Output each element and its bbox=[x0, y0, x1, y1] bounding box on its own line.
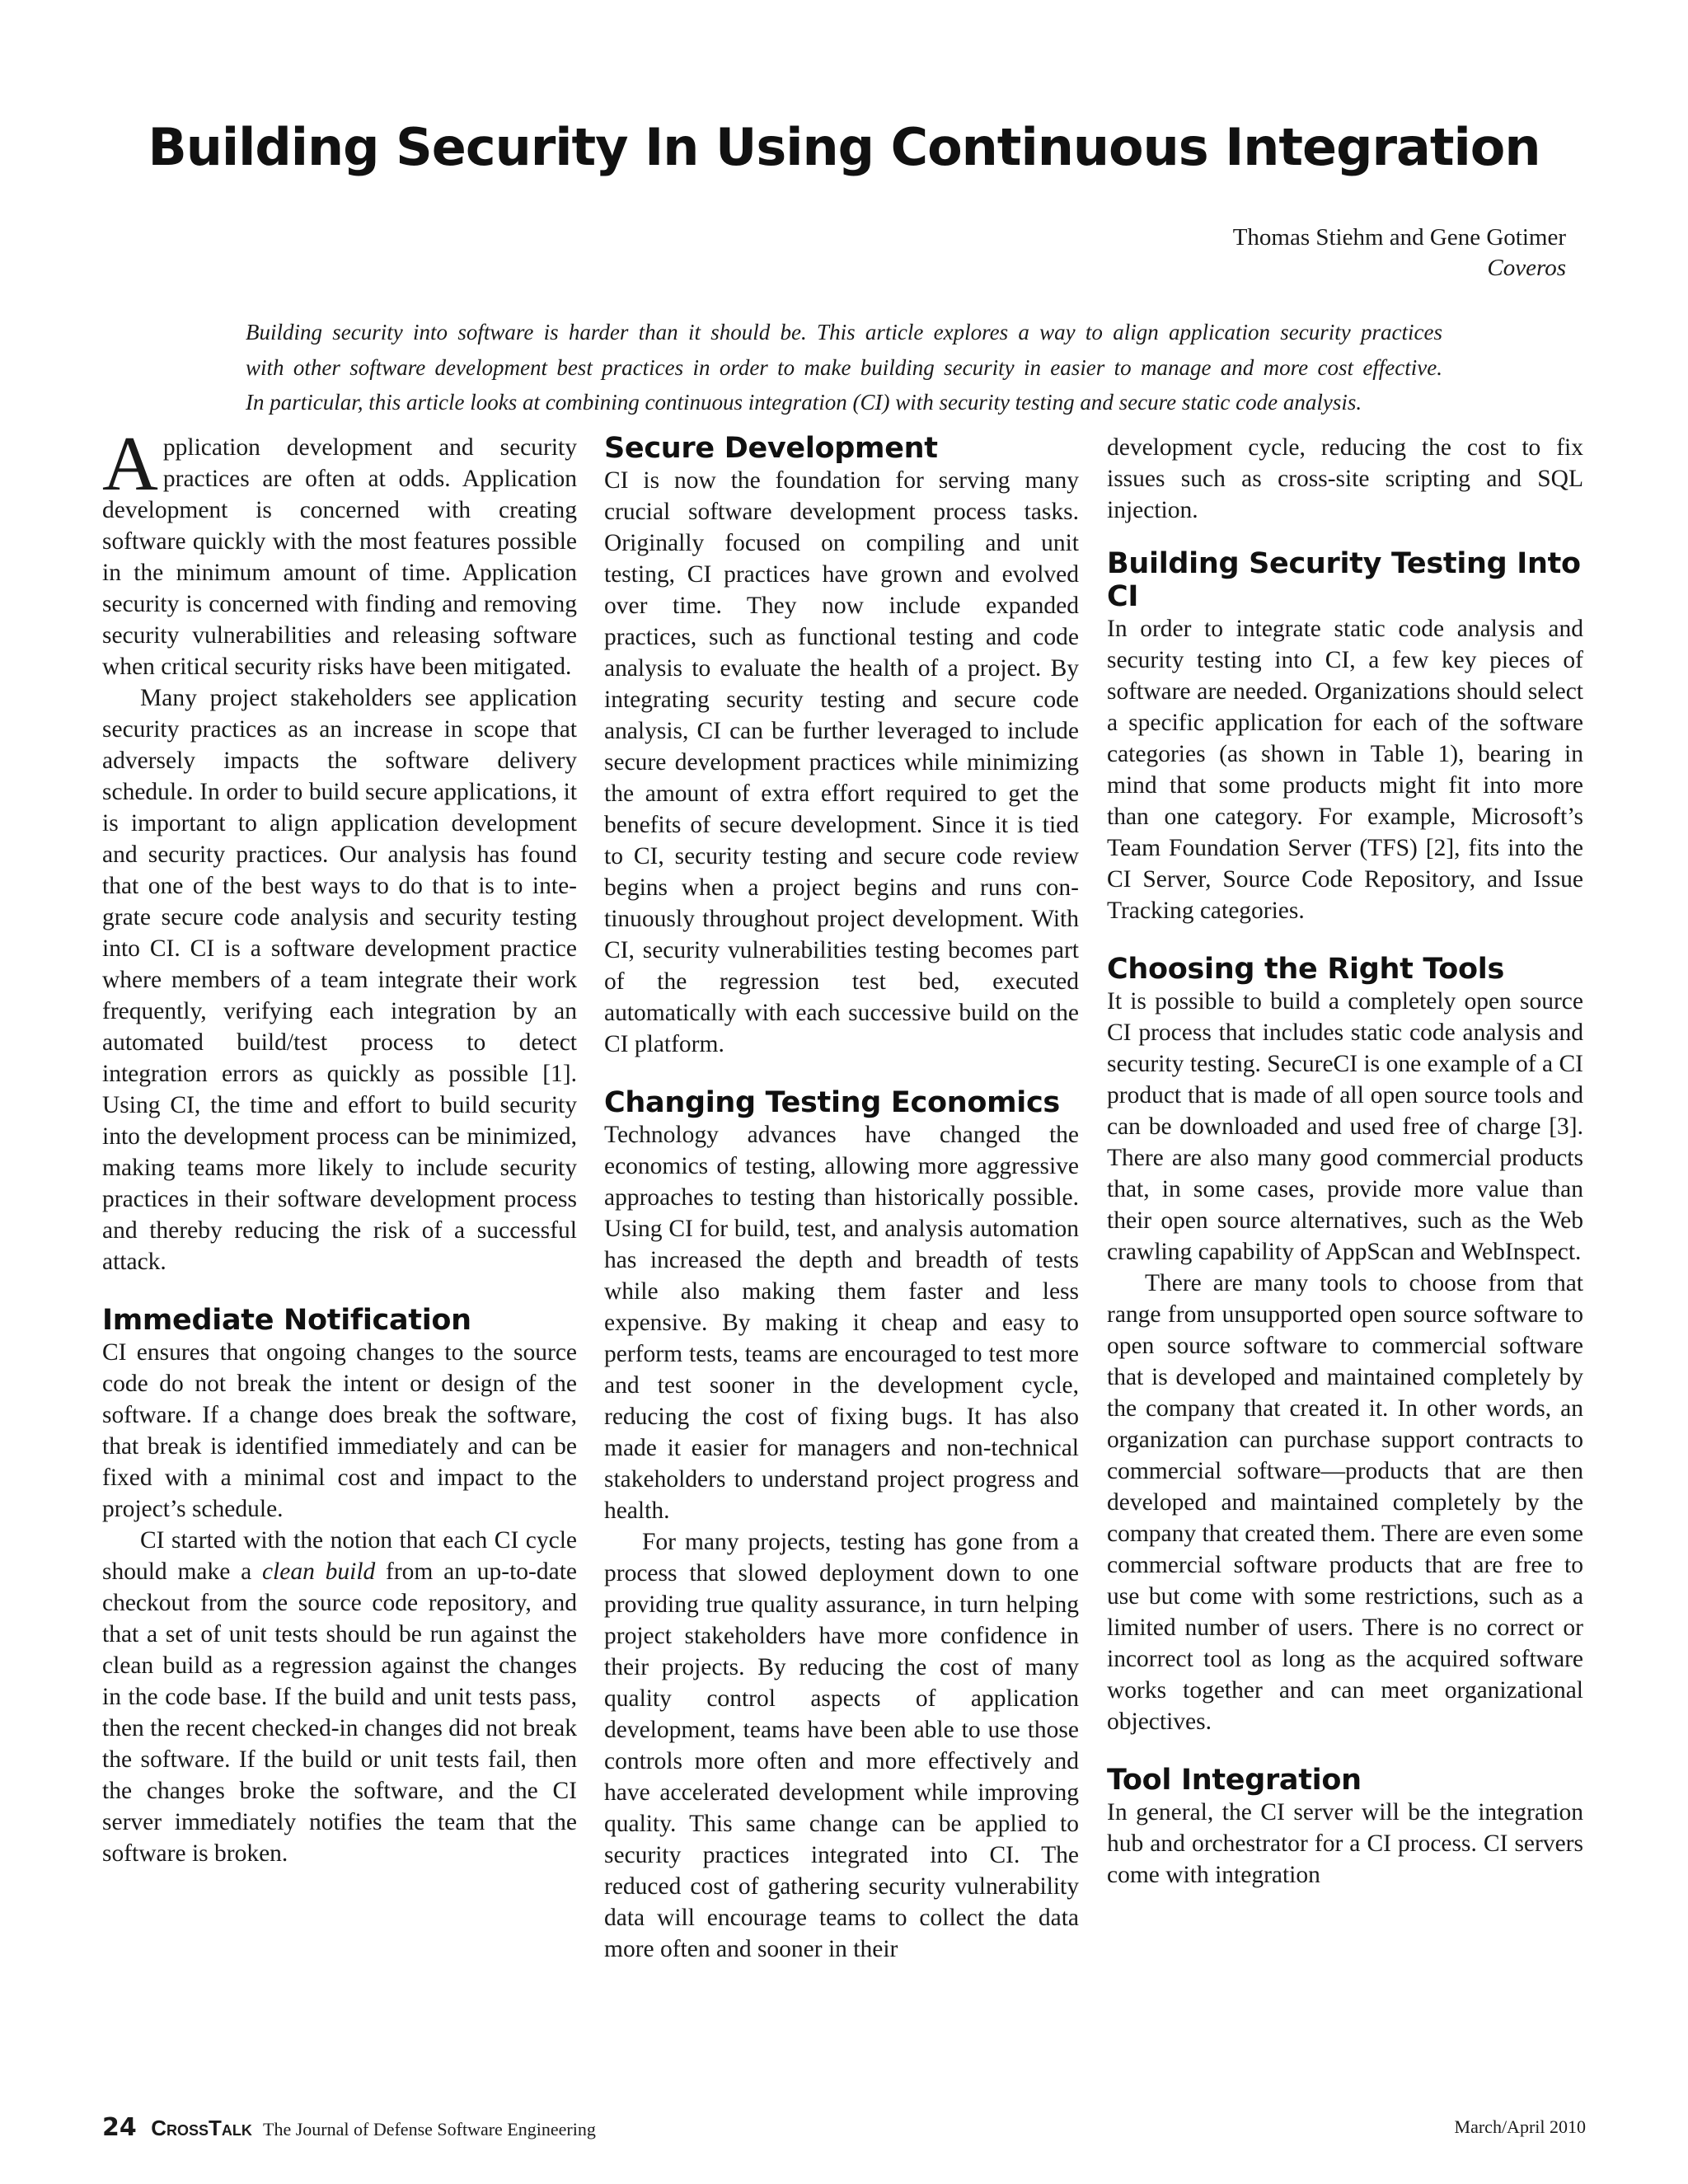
section-heading-changing-testing-economics: Changing Testing Economics bbox=[604, 1086, 1060, 1119]
issue-date: March/April 2010 bbox=[1454, 2116, 1586, 2137]
column-3 bbox=[1107, 432, 1583, 1891]
body-paragraph: In general, the CI server will be the integration hub and orchestrator for a CI process. CI servers come with integration bbox=[1107, 1799, 1583, 1888]
journal-subtitle: The Journal of Defense Software Engineering bbox=[263, 2119, 596, 2139]
byline bbox=[1233, 223, 1566, 284]
intro-paragraph: Many project stakeholders see application security practices as an increase in scope that adversely impacts the software delivery schedule. In order to build secure applications, it is important to align application development and security practices. Our analysis has found that one of the best ways to do that is to integrate secure code analysis and security testing into CI. CI is a software development practice where members of a team integrate their work frequently, verifying each integration by an automated build/test process to detect integration errors as quickly as possible [1]. Using CI, the time and effort to build security into the development process can be minimized, making teams more likely to include security practices in their software development process and thereby reducing the risk of a successful attack. bbox=[102, 685, 577, 1275]
section-heading-choosing-tools: Choosing the Right Tools bbox=[1107, 953, 1505, 986]
page-number: 24 bbox=[102, 2113, 137, 2142]
authors: Thomas Stiehm and Gene Gotimer bbox=[1232, 224, 1566, 251]
section-heading-tool-integration: Tool Integration bbox=[1107, 1764, 1362, 1797]
body-paragraph: CI started with the notion that each CI cycle should make a clean build from an up-to-date checkout from the source code repository, and that a set of unit tests should be run against the clean build as a regression against the changes in the code base. If the build and unit tests pass, then the recent checked-in changes did not break the software. If the build or unit tests fail, then the changes broke the software, and the CI server immediately notifies the team that the software is broken. bbox=[102, 1527, 577, 1867]
body-paragraph: CI is now the foundation for serving many crucial software development process tasks. Originally focused on compiling and unit testing, CI practices have grown and evolved over time. They now include expanded practices, such as functional testing and code analysis to evaluate the health of a project. By integrating security testing and secure code analysis, CI can be further leveraged to include secure development practices while minimizing the amount of extra effort required to get the benefits of secure development. Since it is tied to CI, security testing and secure code review begins when a project begins and runs continuously throughout project development. With CI, security vulnerabilities testing becomes part of the regression test bed, executed automatically with each successive build on the CI platform. bbox=[604, 467, 1079, 1057]
article-title: Building Security In Using Continuous Integration bbox=[148, 117, 1540, 177]
column-1 bbox=[102, 421, 577, 1869]
section-heading-immediate-notification: Immediate Notification bbox=[102, 1304, 471, 1337]
abstract-line: with other software development best practices in order to make building security in easier to manage and more cost effective. bbox=[246, 354, 1442, 380]
body-paragraph: It is possible to build a completely open source CI process that includes static code analysis and security testing. SecureCI is one example of a CI product that is made of all open source tools and can be downloaded and used free of charge [3]. There are also many good commercial products that, in some cases, provide more value than their open source alternatives, such as the Web crawling capability of AppScan and WebInspect. bbox=[1107, 988, 1583, 1265]
drop-cap: A bbox=[102, 421, 158, 507]
column-2 bbox=[604, 432, 1079, 1965]
body-paragraph: CI ensures that ongoing changes to the source code do not break the intent or design of the software. If a change does break the software, that break is identified immediately and can be fixed with a minimal cost and impact to the project’s schedule. bbox=[102, 1339, 577, 1522]
emphasis-clean-build: clean build bbox=[261, 1558, 376, 1585]
section-heading-building-security-testing: Building Security Testing Into CI bbox=[1107, 547, 1581, 613]
abstract-line: Building security into software is harder than it should be. This article explores a way to align application security practices bbox=[246, 320, 1442, 344]
body-paragraph: Technology advances have changed the economics of testing, allowing more aggressive approaches to testing than historically possible. Using CI for build, test, and analysis automation has increased the depth and breadth of tests while also making them faster and less expensive. By making it cheap and easy to perform tests, teams are encouraged to test more and test sooner in the development cycle, reducing the cost of fixing bugs. It has also made it easier for managers and non-technical stakeholders to understand project progress and health. bbox=[604, 1122, 1079, 1524]
section-heading-secure-development: Secure Development bbox=[604, 432, 938, 465]
body-paragraph: development cycle, reducing the cost to fix issues such as cross-site scripting and SQL injection. bbox=[1107, 434, 1583, 523]
page-footer bbox=[102, 2113, 1586, 2146]
intro-paragraph: Application development and security practices are often at odds. Application development is concerned with creating software quickly with the most features possible in the minimum amount of time. Application security is concerned with finding and removing security vulnerabilities and releasing software when critical security risks have been mitigated. bbox=[102, 421, 577, 680]
body-paragraph: In order to integrate static code analysis and security testing into CI, a few key pieces of software are needed. Organizations should select a specific application for each of the software categories (as shown in Table 1), bearing in mind that some products might fit into more than one category. For example, Microsoft’s Team Foundation Server (TFS) [2], fits into the CI Server, Source Code Repository, and Issue Tracking categories. bbox=[1107, 616, 1583, 924]
abstract bbox=[246, 315, 1442, 420]
body-paragraph: There are many tools to choose from that range from unsupported open source software to open source software to commercial software that is developed and maintained completely by the company that created it. In other words, an organization can purchase support contracts to commercial software—products that are then developed and maintained completely by the company that created them. There are even some commercial software products that are free to use but come with some restrictions, such as a limited number of users. There is no correct or incorrect tool as long as the acquired software works together and can meet organizational objectives. bbox=[1107, 1270, 1583, 1735]
body-paragraph: For many projects, testing has gone from a process that slowed deployment down to one providing true quality assurance, in turn helping project stakeholders have more confidence in their projects. By reducing the cost of many quality control aspects of application development, teams have been able to use those controls more often and more effectively and have accelerated development while improving quality. This same change can be applied to security practices integrated into CI. The reduced cost of gathering security vulnerability data will encourage teams to collect the data more often and sooner in their bbox=[604, 1529, 1079, 1962]
journal-name: CrossTalk bbox=[151, 2116, 252, 2140]
affiliation: Coveros bbox=[1487, 255, 1566, 281]
abstract-line: In particular, this article looks at combining continuous integration (CI) with security testing and secure static code analysis. bbox=[246, 390, 1362, 415]
